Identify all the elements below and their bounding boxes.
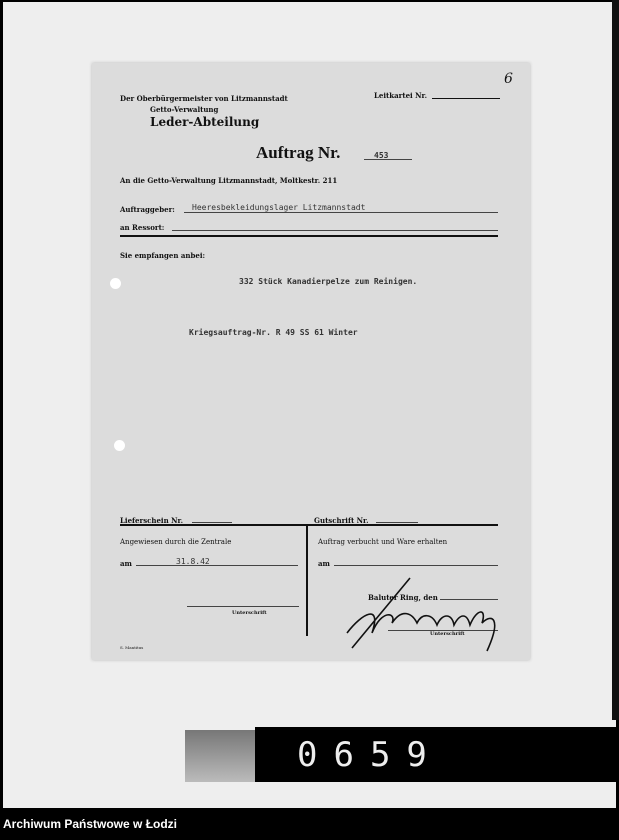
signature bbox=[342, 573, 507, 653]
archive-footer bbox=[0, 808, 619, 840]
am-line-left bbox=[136, 565, 298, 566]
frame-counter bbox=[255, 727, 619, 782]
dept-leder: Leder-Abteilung bbox=[150, 115, 260, 129]
gutschrift-label: Gutschrift Nr. bbox=[314, 516, 369, 525]
angewiesen-label: Angewiesen durch die Zentrale bbox=[120, 538, 232, 546]
order-number-line bbox=[364, 159, 412, 160]
order-reference: Kriegsauftrag-Nr. R 49 SS 61 Winter bbox=[189, 328, 358, 337]
verbucht-label: Auftrag verbucht und Ware erhalten bbox=[318, 538, 448, 546]
lieferschein-line bbox=[192, 522, 232, 523]
lieferschein-label: Lieferschein Nr. bbox=[120, 516, 183, 525]
divider bbox=[306, 526, 308, 636]
page-mark: 6 bbox=[504, 71, 513, 87]
archive-name: Archiwum Państwowe w Łodzi bbox=[3, 817, 178, 831]
document-page bbox=[92, 63, 530, 660]
am-date: 31.8.42 bbox=[176, 557, 210, 566]
film-edge bbox=[612, 0, 619, 720]
footer-rule bbox=[120, 524, 498, 526]
ressort-label: an Ressort: bbox=[120, 223, 165, 232]
gutschrift-line bbox=[376, 522, 418, 523]
ressort-line bbox=[172, 230, 498, 231]
am-line-right bbox=[334, 565, 498, 566]
item-line: 332 Stück Kanadierpelze zum Reinigen. bbox=[239, 277, 418, 286]
signature-line-left bbox=[187, 606, 299, 607]
header-rule bbox=[120, 235, 498, 237]
leitkartei-label: Leitkartei Nr. bbox=[374, 91, 428, 100]
auftraggeber-value: Heeresbekleidungslager Litzmannstadt bbox=[192, 203, 366, 212]
address: An die Getto-Verwaltung Litzmannstadt, Moltkestr. 211 bbox=[120, 176, 338, 185]
am-label-right: am bbox=[318, 559, 330, 568]
auftraggeber-line bbox=[184, 212, 498, 213]
leitkartei-line bbox=[432, 98, 500, 99]
printer-mark: S. Mantitus bbox=[120, 645, 144, 650]
unterschrift-left: Unterschrift bbox=[232, 610, 267, 616]
unterschrift-right: Unterschrift bbox=[430, 631, 465, 637]
punch-hole bbox=[110, 278, 121, 289]
intro-text: Sie empfangen anbei: bbox=[120, 251, 206, 260]
title-label: Auftrag Nr. bbox=[256, 143, 341, 162]
frame-number: 0659 bbox=[297, 735, 443, 775]
baluter-label: Baluter Ring, den bbox=[368, 593, 438, 602]
punch-hole bbox=[114, 440, 125, 451]
issuer: Der Oberbürgermeister von Litzmannstadt bbox=[120, 94, 288, 103]
film-shadow bbox=[185, 730, 257, 782]
auftraggeber-label: Auftraggeber: bbox=[120, 205, 175, 214]
dept-getto: Getto-Verwaltung bbox=[150, 105, 219, 114]
order-number: 453 bbox=[374, 151, 389, 160]
am-label-left: am bbox=[120, 559, 132, 568]
